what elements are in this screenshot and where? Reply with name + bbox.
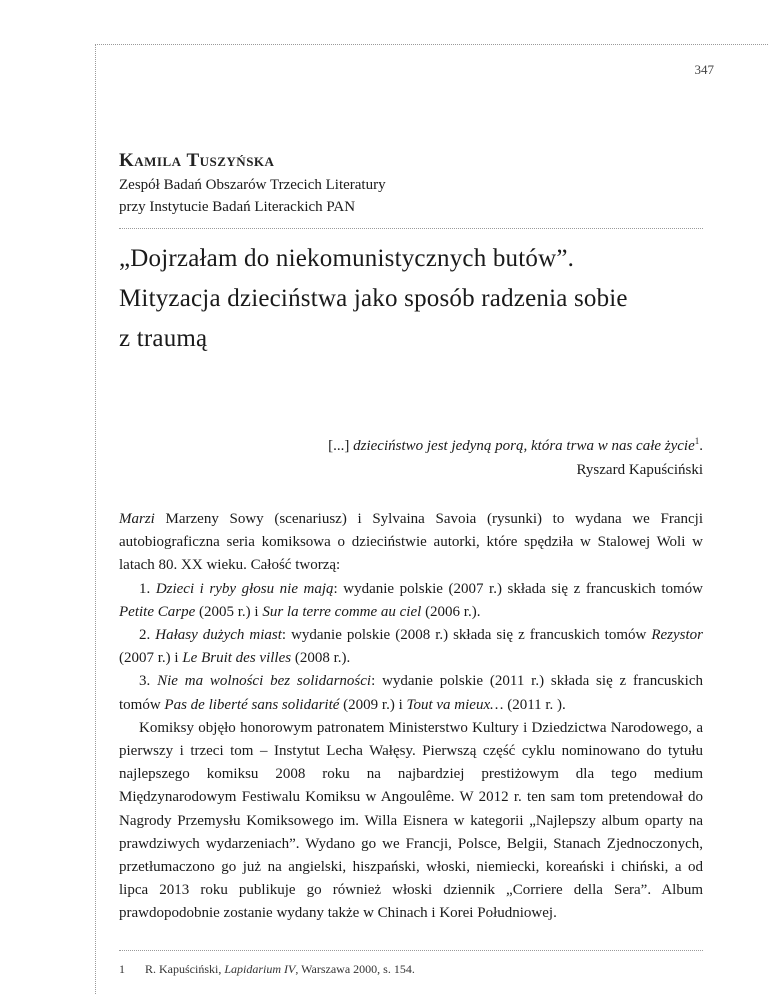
footnote-title: Lapidarium IV	[224, 962, 296, 976]
paragraph-intro	[119, 508, 703, 578]
title-line-3: z traumą	[119, 325, 208, 352]
list-item-1	[119, 578, 703, 624]
epigraph-prefix: [...]	[328, 438, 354, 454]
list-item-text: : wydanie polskie (2011 r.) składa się z francuskich tomów	[119, 673, 704, 713]
tome-title: Sur la terre comme au ciel	[262, 603, 422, 620]
footnote-author: R. Kapuściński,	[145, 962, 225, 976]
tome-title: Pas de liberté sans solidarité	[164, 696, 340, 713]
title-line-2: Mityzacja dzieciństwa jako sposób radzenia sobie	[119, 285, 628, 312]
list-item-number: 2.	[139, 627, 156, 644]
affiliation-line-2: przy Instytucie Badań Literackich PAN	[119, 199, 356, 215]
volume-title: Hałasy dużych miast	[155, 627, 282, 644]
list-item-text: (2006 r.).	[421, 603, 481, 620]
footnote-ref[interactable]: 1	[694, 436, 700, 446]
author-affiliation	[119, 174, 703, 218]
list-item-text: : wydanie polskie (2008 r.) składa się z francuskich tomów	[281, 627, 652, 644]
list-item-text: : wydanie polskie (2007 r.) składa się z francuskich tomów	[333, 580, 704, 597]
list-item-text: (2011 r. ).	[503, 696, 566, 713]
title-divider	[119, 228, 703, 229]
list-item-text: (2005 r.) i	[195, 603, 263, 620]
list-item-text: (2008 r.).	[291, 650, 351, 667]
paragraph-intro-text: Marzeny Sowy (scenariusz) i Sylvaina Savoia (rysunki) to wydana we Francji autobiograficzna seria komiksowa o dzieciństwie autorki, które spędziła w Stalowej Woli w latach 80. XX wieku. Całość tworzą:	[119, 511, 703, 574]
page-top-rule	[95, 44, 768, 45]
epigraph-quote-text: dzieciństwo jest jedyną porą, która trwa w nas całe życie	[353, 438, 695, 454]
epigraph-quote	[119, 429, 703, 458]
footnote	[119, 962, 415, 977]
epigraph	[119, 429, 703, 482]
page-left-rule	[95, 44, 96, 994]
tome-title: Tout va mieux…	[406, 696, 504, 713]
article-title	[119, 239, 703, 359]
volume-title: Nie ma wolności bez solidarności	[157, 673, 372, 690]
tome-title: Le Bruit des villes	[182, 650, 292, 667]
list-item-text: (2007 r.) i	[119, 650, 183, 667]
footnote-rest: , Warszawa 2000, s. 154.	[295, 962, 415, 976]
author-name: Kamila Tuszyńska	[119, 150, 275, 171]
list-item-number: 1.	[139, 580, 156, 597]
series-title: Marzi	[119, 511, 155, 527]
epigraph-suffix: .	[699, 438, 703, 454]
volume-title: Dzieci i ryby głosu nie mają	[155, 580, 334, 597]
list-item-number: 3.	[139, 673, 158, 690]
list-item-2	[119, 624, 703, 670]
body-text	[119, 508, 703, 926]
title-line-1: „Dojrzałam do niekomunistycznych butów”.	[119, 245, 575, 272]
epigraph-attribution: Ryszard Kapuściński	[576, 462, 703, 478]
paragraph-patronage: Komiksy objęło honorowym patronatem Ministerstwo Kultury i Dziedzictwa Narodowego, a pierwszy i trzeci tom – Instytut Lecha Wałęsy. Pierwszą część cyklu nominowano do tytułu najlepszego komiksu 2008 roku na najbardziej prestiżowym dla tego medium Międzynarodowym Festiwalu Komiksu w Angoulême. W 2012 r. ten sam tom pretendował do Nagrody Przemysłu Komiksowego im. Willa Eisnera w kategorii „Najlepszy album oparty na prawdziwych wydarzeniach”. Wydano go we Francji, Polsce, Belgii, Stanach Zjednoczonych, przetłumaczono go już na angielski, hiszpański, włoski, niemiecki, koreański i chiński, a od lipca 2013 roku publikuje go również włoski dziennik „Corriere della Sera”. Album prawdopodobnie zostanie wydany także w Chinach i Korei Południowej.	[119, 719, 703, 922]
page-number: 347	[694, 62, 714, 77]
article-content	[119, 150, 703, 926]
tome-title: Petite Carpe	[119, 603, 196, 620]
footnote-number: 1	[119, 962, 125, 976]
list-item-3	[119, 670, 703, 716]
affiliation-line-1: Zespół Badań Obszarów Trzecich Literatury	[119, 177, 386, 193]
footnote-divider	[119, 950, 703, 951]
list-item-text: (2009 r.) i	[339, 696, 407, 713]
tome-title: Rezystor	[651, 627, 704, 644]
